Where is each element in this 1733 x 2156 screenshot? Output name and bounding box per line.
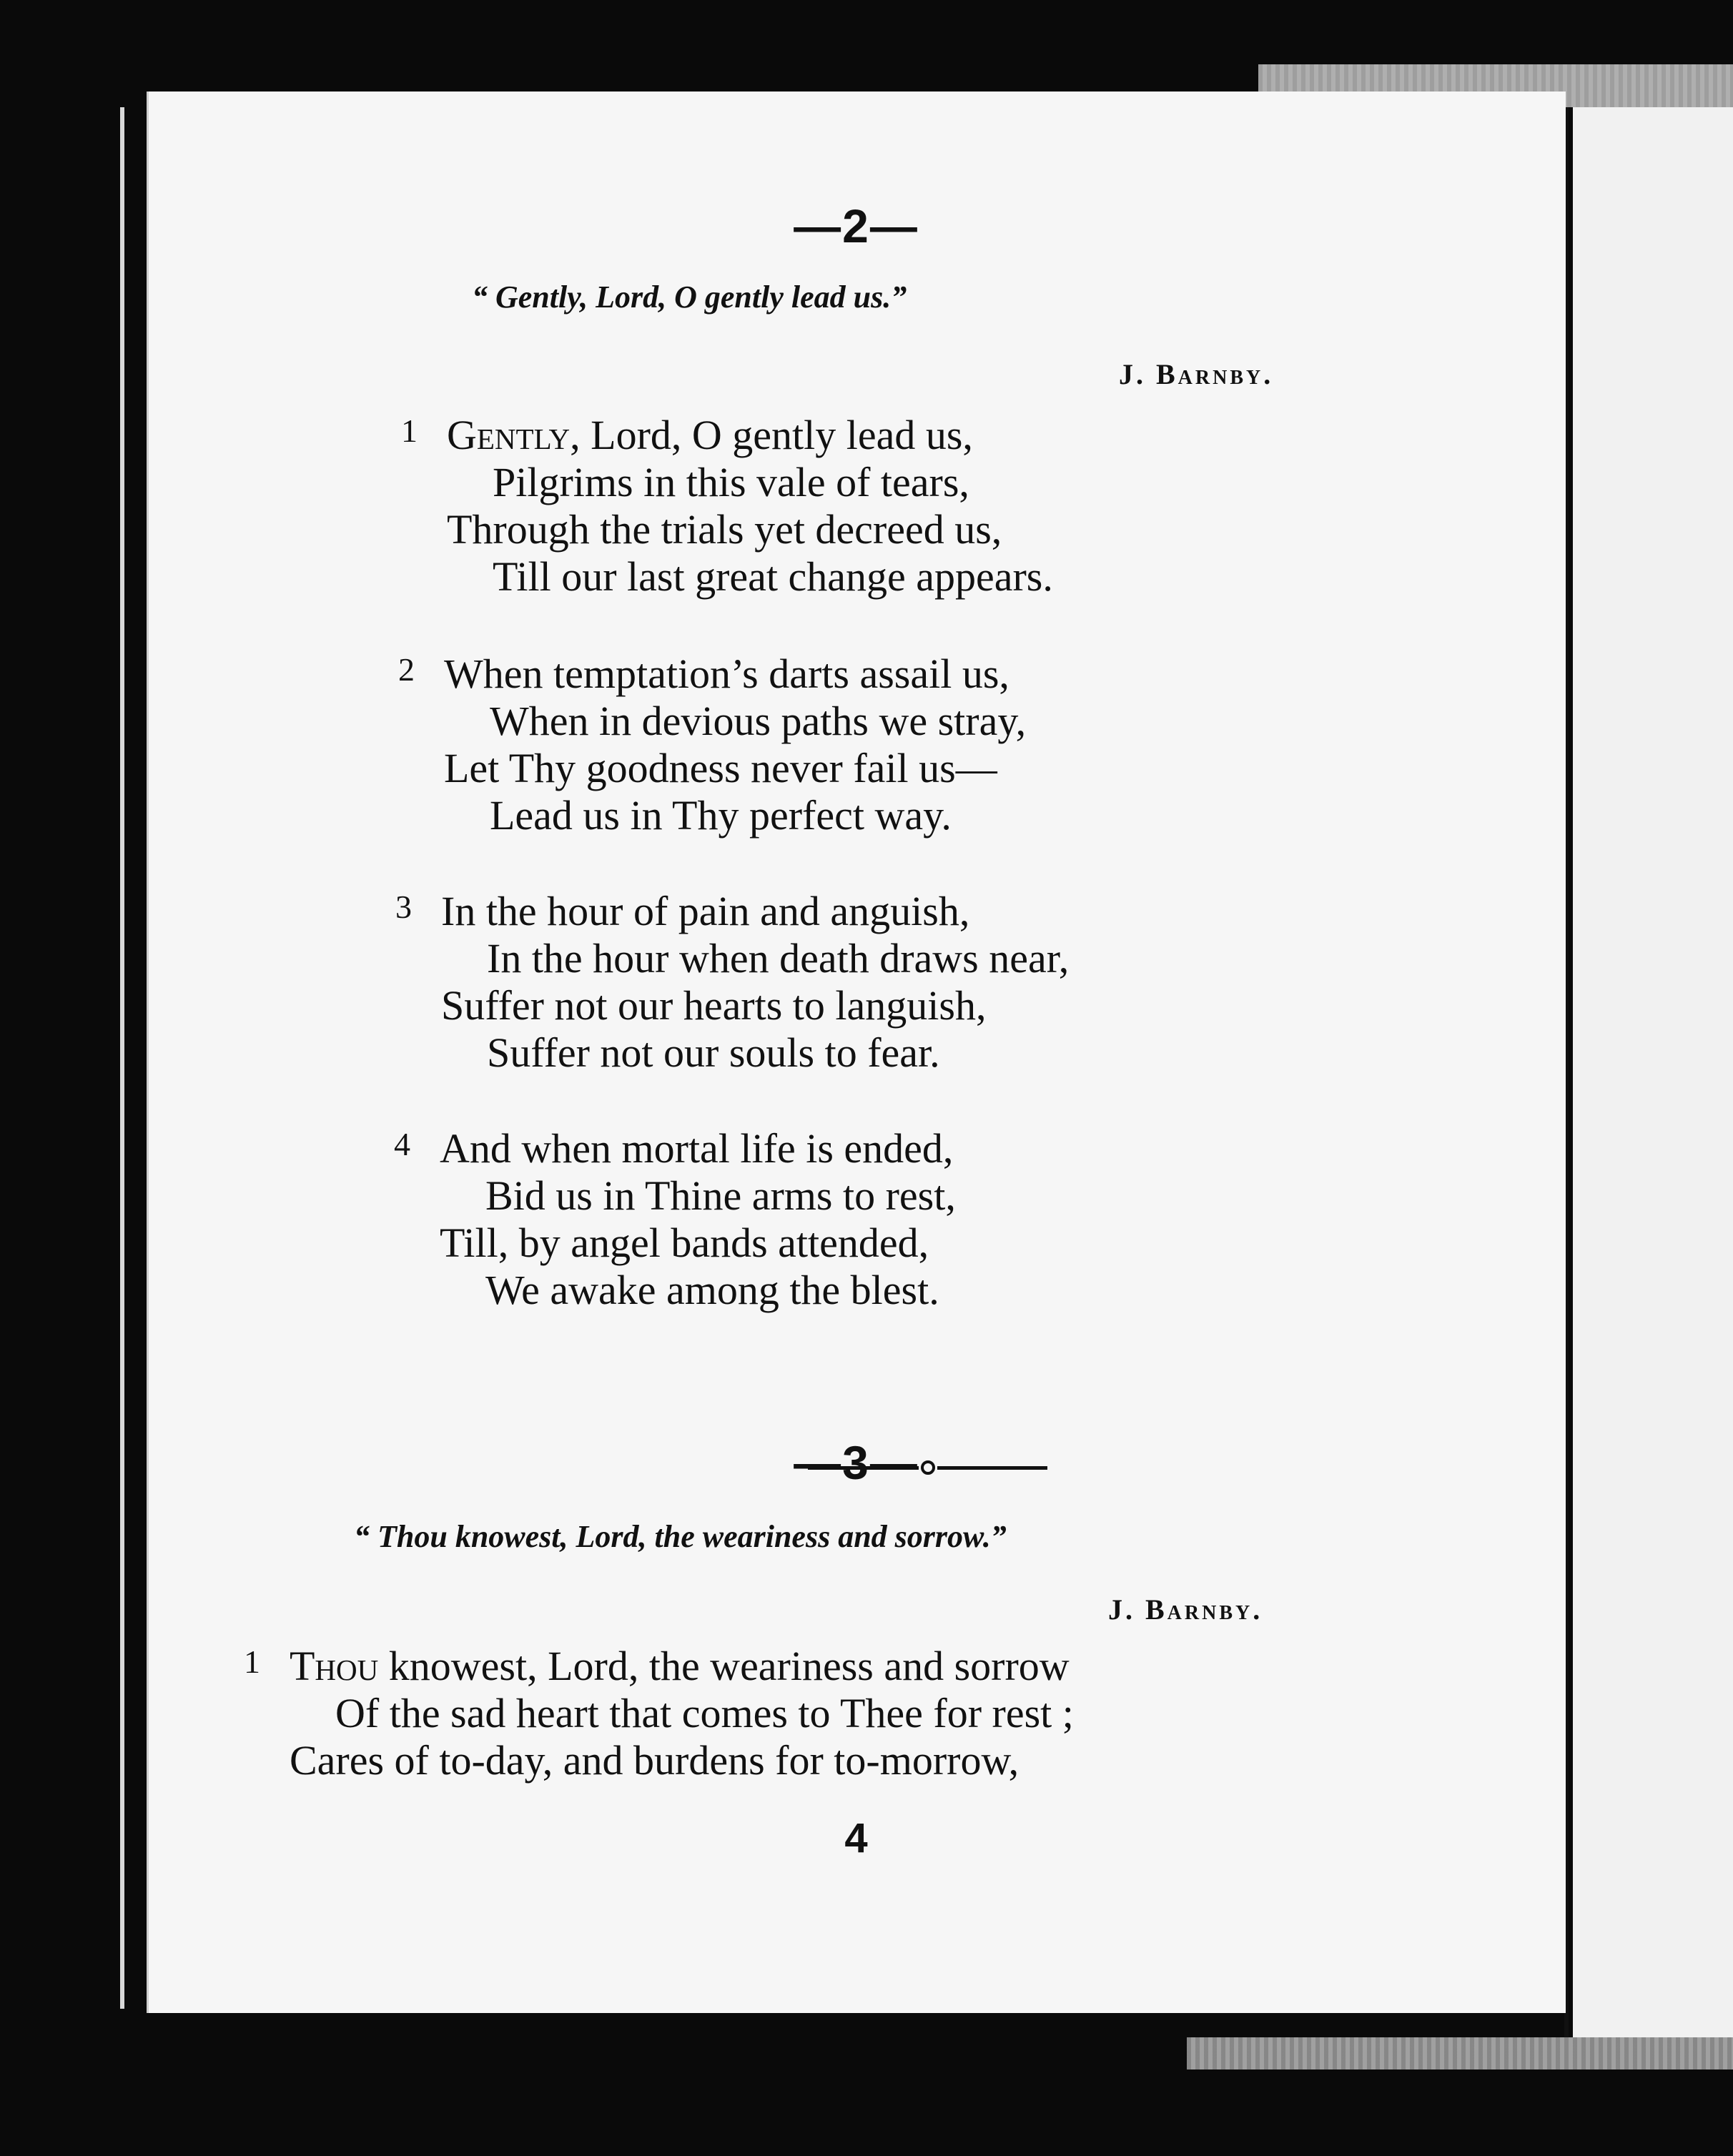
stanza-line: Let Thy goodness never fail us— bbox=[444, 745, 997, 791]
stanza-line: Suffer not our hearts to languish, bbox=[441, 982, 987, 1029]
stanza-line bbox=[290, 1643, 1074, 1690]
stanza bbox=[395, 888, 1070, 1077]
stanza-line: Lead us in Thy perfect way. bbox=[490, 792, 952, 839]
stanza-line: Cares of to-day, and burdens for to-morrow, bbox=[290, 1737, 1019, 1784]
stanza-line: We awake among the blest. bbox=[485, 1267, 939, 1313]
stanza-line bbox=[447, 412, 1053, 459]
stanza-line: When temptation’s darts assail us, bbox=[444, 651, 1009, 697]
stanza-line: Till, by angel bands attended, bbox=[440, 1220, 929, 1266]
stanza bbox=[398, 651, 1027, 839]
stanza-number: 3 bbox=[395, 889, 412, 925]
stanza bbox=[394, 1125, 956, 1314]
stanza-line: In the hour of pain and anguish, bbox=[441, 888, 970, 934]
stanza bbox=[244, 1643, 1074, 1784]
stanza bbox=[401, 412, 1053, 600]
stanza-number: 1 bbox=[244, 1643, 260, 1680]
stanza-line: In the hour when death draws near, bbox=[487, 935, 1070, 981]
stanza-line: When in devious paths we stray, bbox=[490, 698, 1027, 744]
hymn-subtitle: “ Gently, Lord, O gently lead us.” bbox=[472, 280, 907, 315]
stanza-number: 2 bbox=[398, 651, 415, 688]
hymn-composer: J. Barnby. bbox=[1108, 1593, 1263, 1626]
book-page bbox=[147, 92, 1566, 2013]
hymn-number: —3— bbox=[794, 1436, 919, 1489]
page-edge bbox=[120, 107, 124, 2009]
stanza-line: Pilgrims in this vale of tears, bbox=[493, 459, 969, 505]
stanza-line-text: Lord, O gently lead us, bbox=[580, 412, 973, 458]
stanza-line: Of the sad heart that comes to Thee for rest ; bbox=[335, 1690, 1074, 1736]
hymn-composer: J. Barnby. bbox=[1119, 358, 1274, 390]
hymn-subtitle: “ Thou knowest, Lord, the weariness and sorrow.” bbox=[354, 1519, 1007, 1554]
scan-bottom-strip bbox=[1187, 2037, 1733, 2070]
hymn-number: —2— bbox=[794, 199, 919, 252]
facing-page-edge bbox=[1573, 107, 1733, 2037]
page-number: 4 bbox=[844, 1815, 868, 1861]
stanza-number: 1 bbox=[401, 412, 418, 449]
stanza-lead-word: Gently, bbox=[447, 412, 581, 458]
stanza-lead-word: Thou bbox=[290, 1643, 379, 1689]
stanza-line: Suffer not our souls to fear. bbox=[487, 1029, 940, 1076]
stanza-line: Till our last great change appears. bbox=[493, 553, 1053, 600]
stanza-line: And when mortal life is ended, bbox=[440, 1125, 954, 1172]
stanza-line: Bid us in Thine arms to rest, bbox=[485, 1172, 956, 1219]
stanza-number: 4 bbox=[394, 1126, 410, 1162]
stanza-line: Through the trials yet decreed us, bbox=[447, 506, 1002, 553]
stanza-line-text: knowest, Lord, the weariness and sorrow bbox=[378, 1643, 1070, 1689]
